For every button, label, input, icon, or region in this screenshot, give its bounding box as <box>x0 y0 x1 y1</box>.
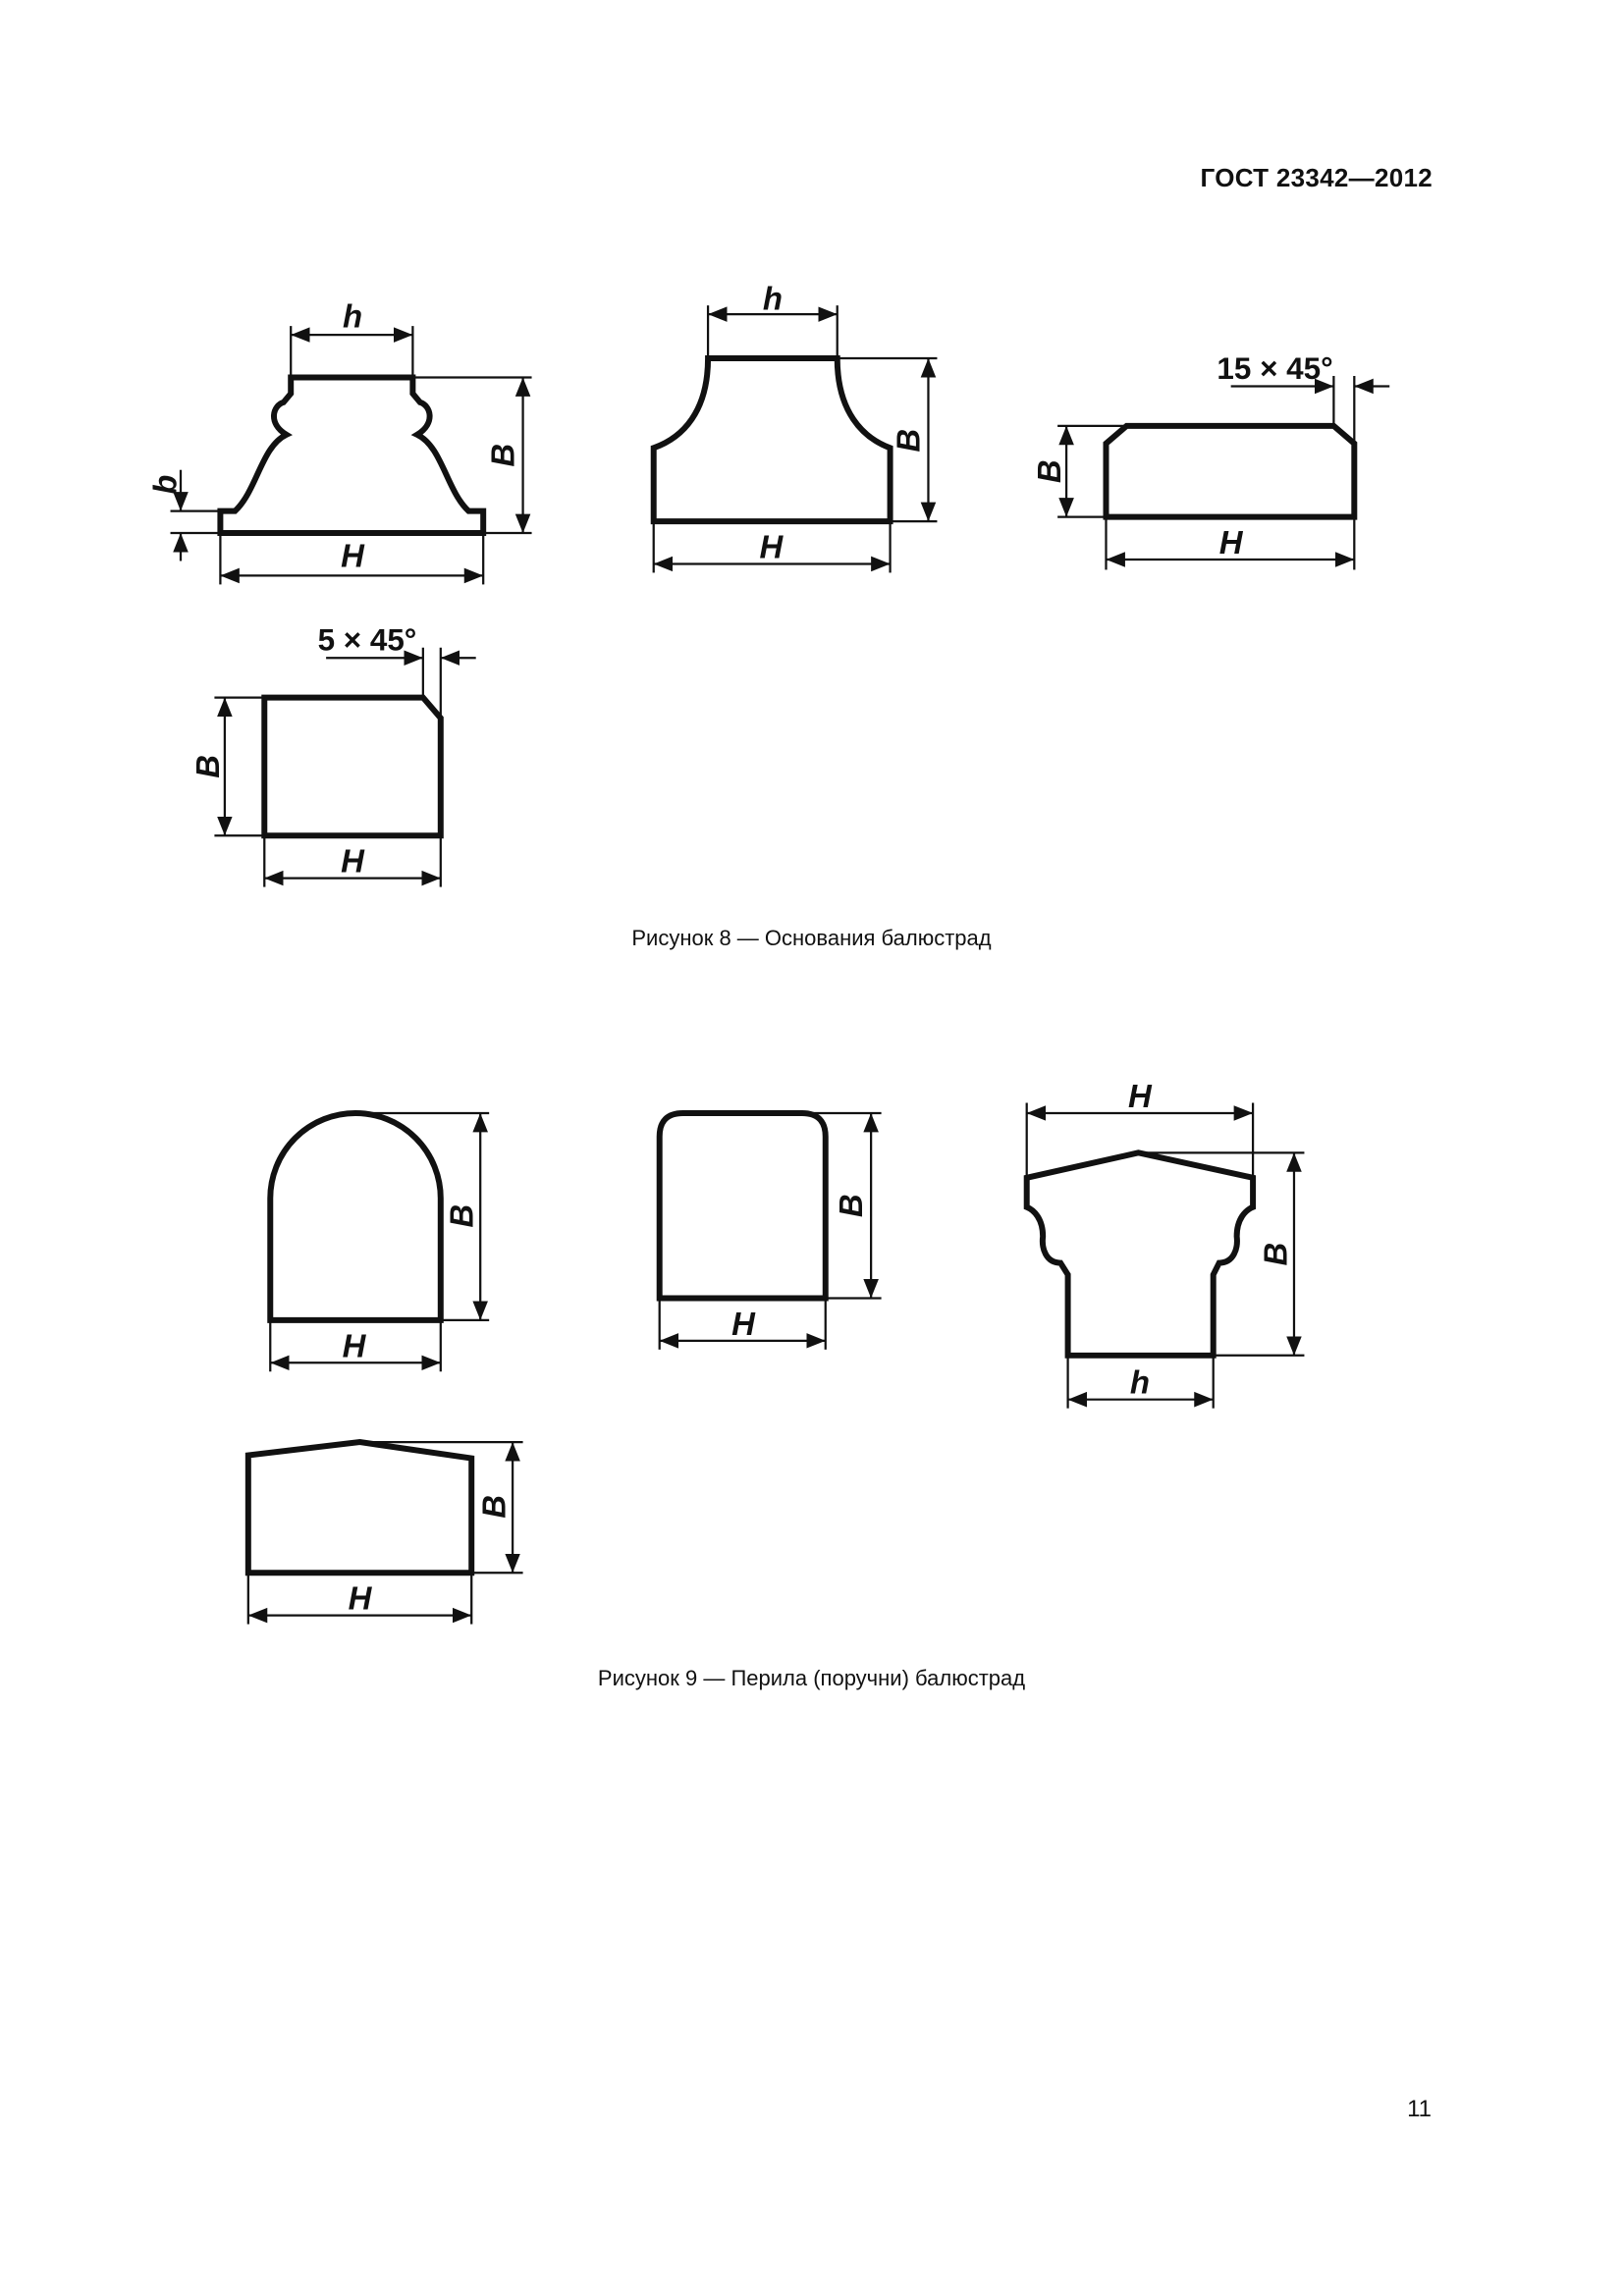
dim-label-H: H <box>759 528 784 565</box>
dim-label-H: H <box>731 1305 755 1342</box>
dim-label-h: h <box>342 297 363 335</box>
dim-label-B: B <box>890 428 927 453</box>
chamfer-label: 5 × 45° <box>317 622 417 658</box>
dim-label-H: H <box>341 537 364 574</box>
fig8-base-slab-chamfered <box>1031 351 1389 569</box>
page-number: 11 <box>1407 2096 1432 2122</box>
fig8-base-block-chamfered <box>189 623 476 887</box>
figure-9-caption: Рисунок 9 — Перила (поручни) балюстрад <box>597 1666 1026 1690</box>
dim-label-B: B <box>443 1203 480 1228</box>
dim-label-h: h <box>762 280 783 317</box>
fig9-rail-gabled <box>248 1442 523 1625</box>
dim-label-H: H <box>342 1327 366 1364</box>
chamfer-label: 15 × 45° <box>1217 350 1333 386</box>
dim-label-B: B <box>833 1194 870 1218</box>
fig8-base-profiled <box>147 298 532 585</box>
dim-label-H: H <box>1218 523 1243 561</box>
fig9-rail-round <box>270 1113 489 1371</box>
dim-label-h: h <box>1129 1363 1150 1401</box>
figure-8-caption: Рисунок 8 — Основания балюстрад <box>631 926 992 950</box>
dim-label-B: B <box>484 443 521 467</box>
fig9-rail-rounded-corners <box>660 1113 882 1350</box>
dim-label-H: H <box>348 1579 372 1617</box>
fig8-base-flared <box>654 281 938 573</box>
dim-label-H: H <box>341 842 364 880</box>
fig9-rail-profiled-gabled <box>1027 1078 1305 1409</box>
dim-label-B: B <box>1257 1242 1294 1266</box>
dim-label-H: H <box>1128 1077 1152 1114</box>
dim-label-B: B <box>189 755 226 778</box>
dim-label-B: B <box>475 1495 513 1519</box>
dim-label-b: b <box>146 474 184 495</box>
document-code: ГОСТ 23342—2012 <box>1200 163 1433 192</box>
dim-label-B: B <box>1031 459 1068 484</box>
